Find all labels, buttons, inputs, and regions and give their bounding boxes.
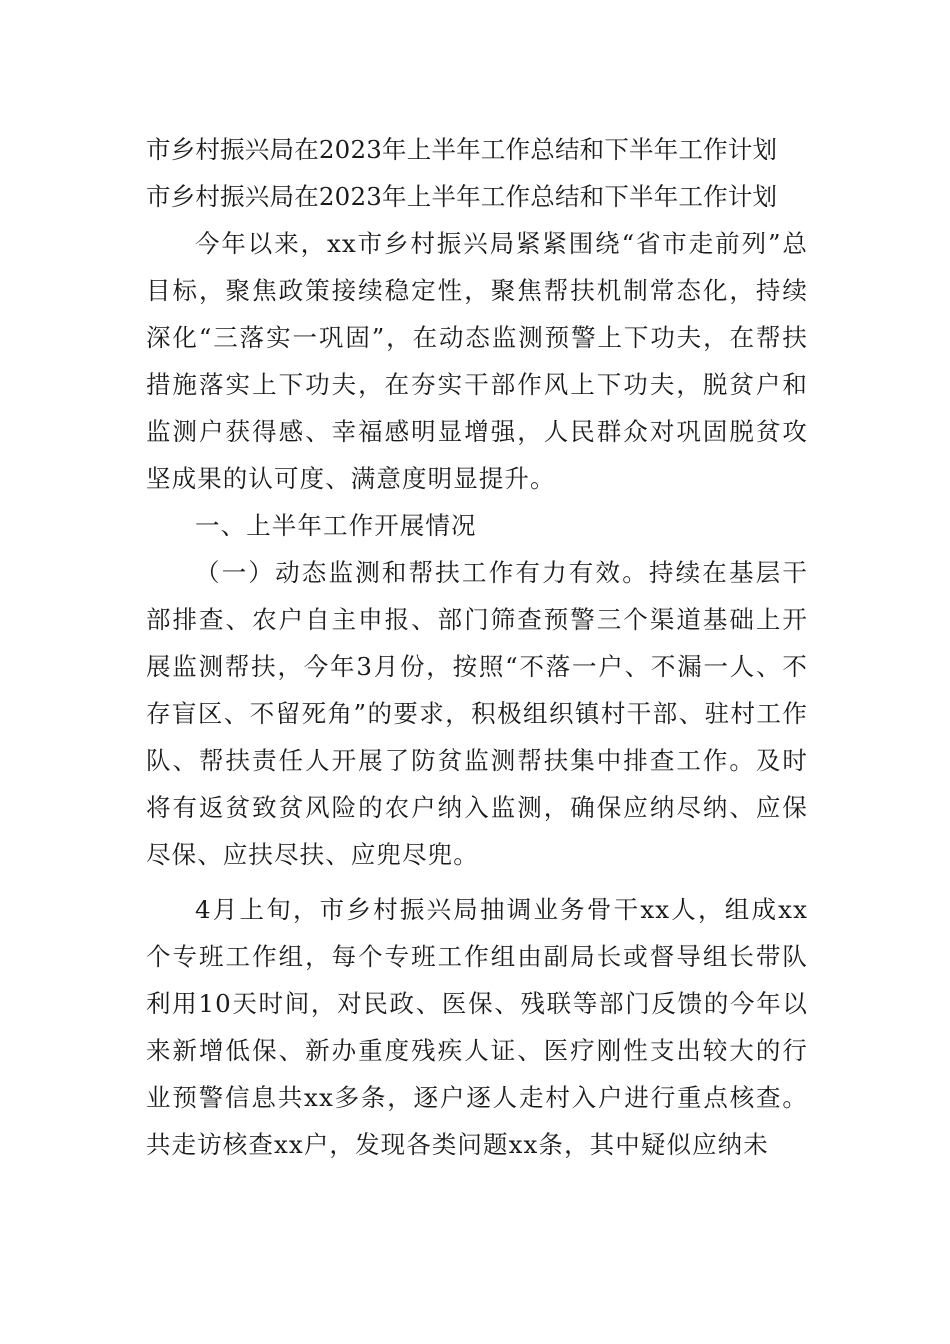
intro-paragraph: 今年以来，xx市乡村振兴局紧紧围绕“省市走前列”总目标，聚焦政策接续稳定性，聚焦帮扶机制常态化，持续深化“三落实一巩固”，在动态监测预警上下功夫，在帮扶措施落实上下功夫，在夯实干部作风上下功夫，脱贫户和监测户获得感、幸福感明显增强，人民群众对巩固脱贫攻坚成果的认可度、满意度明显提升。 bbox=[146, 229, 808, 493]
document-title-line-1: 市乡村振兴局在2023年上半年工作总结和下半年工作计划 bbox=[146, 135, 778, 164]
subsection-paragraph: （一）动态监测和帮扶工作有力有效。持续在基层干部排查、农户自主申报、部门筛查预警三个渠道基础上开展监测帮扶，今年3月份，按照“不落一户、不漏一人、不存盲区、不留死角”的要求，积极组织镇村干部、驻村工作队、帮扶责任人开展了防贫监测帮扶集中排查工作。及时将有返贫致贫风险的农户纳入监测，确保应纳尽纳、应保尽保、应扶尽扶、应兜尽兜。 bbox=[146, 558, 808, 869]
document-body bbox=[146, 126, 808, 1168]
section-heading: 一、上半年工作开展情况 bbox=[195, 511, 477, 540]
body-paragraph: 4月上旬，市乡村振兴局抽调业务骨干xx人，组成xx个专班工作组，每个专班工作组由副局长或督导组长带队利用10天时间，对民政、医保、残联等部门反馈的今年以来新增低保、新办重度残疾人证、医疗刚性支出较大的行业预警信息共xx多条，逐户逐人走村入户进行重点核查。共走访核查xx户，发现各类问题xx条，其中疑似应纳未 bbox=[146, 895, 808, 1159]
document-title-line-2: 市乡村振兴局在2023年上半年工作总结和下半年工作计划 bbox=[146, 182, 778, 211]
